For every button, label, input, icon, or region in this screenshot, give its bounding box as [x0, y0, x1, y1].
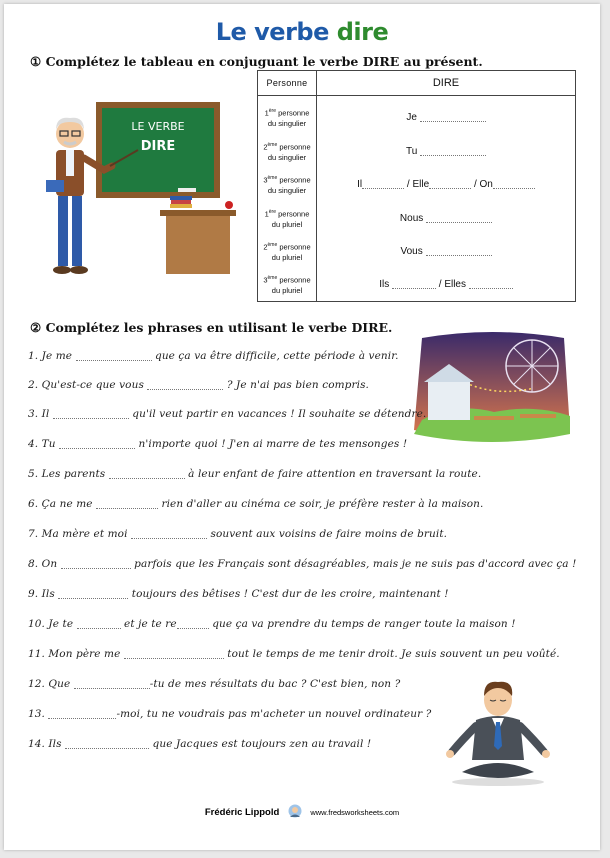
- answer-blank[interactable]: [65, 739, 149, 749]
- picnic-table-icon: [474, 416, 514, 420]
- sentence-item: 7. Ma mère et moi souvent aux voisins de faire moins de bruit.: [28, 528, 448, 540]
- section2-number: ②: [30, 320, 42, 335]
- desk-body: [166, 216, 230, 274]
- title-part2: dire: [336, 18, 389, 46]
- conjugation-answer[interactable]: Ils / Elles: [317, 278, 575, 290]
- answer-blank[interactable]: [392, 278, 436, 289]
- sentence-item: 4. Tu n'importe quoi ! J'en ai marre de tes mensonges !: [28, 438, 408, 450]
- teacher-leg: [72, 196, 82, 266]
- board-text-line2: DIRE: [140, 139, 176, 154]
- teacher-book-icon: [46, 180, 64, 192]
- man-arm: [452, 726, 476, 752]
- teacher-shirt: [66, 150, 74, 176]
- answer-blank[interactable]: [147, 380, 223, 390]
- desk-top: [160, 210, 236, 216]
- page-title: [4, 18, 600, 46]
- teacher-leg: [58, 196, 68, 266]
- conjugation-answer[interactable]: Nous: [317, 212, 575, 224]
- answer-blank[interactable]: [58, 589, 128, 599]
- table-row: [258, 101, 575, 135]
- answer-blank[interactable]: [124, 649, 224, 659]
- answer-blank[interactable]: [426, 245, 492, 256]
- answer-blank[interactable]: [420, 111, 486, 122]
- crossed-legs: [462, 763, 534, 778]
- answer-blank[interactable]: [177, 619, 209, 629]
- answer-blank[interactable]: [426, 212, 492, 223]
- man-arm: [520, 726, 544, 752]
- meditating-man-illustration: [440, 676, 556, 788]
- footer-website[interactable]: www.fredsworksheets.com: [310, 808, 400, 817]
- answer-blank[interactable]: [420, 145, 486, 156]
- table-header-dire: DIRE: [432, 77, 460, 89]
- worksheet-page: [4, 4, 600, 850]
- section2-instruction: [30, 320, 392, 335]
- table-row: [258, 202, 575, 236]
- answer-blank[interactable]: [109, 469, 185, 479]
- sentence-item: 10. Je te et je te re que ça va prendre du temps de ranger toute la maison !: [28, 618, 516, 630]
- conjugation-answer[interactable]: Tu: [317, 145, 575, 157]
- section2-text: Complétez les phrases en utilisant le verbe DIRE.: [45, 320, 393, 335]
- author-avatar-icon: [288, 804, 302, 818]
- answer-blank[interactable]: [362, 178, 404, 189]
- table-header-personne: Personne: [266, 78, 308, 88]
- conjugation-table: [257, 70, 576, 302]
- answer-blank[interactable]: [76, 351, 152, 361]
- answer-blank[interactable]: [77, 619, 121, 629]
- sentence-item: 6. Ça ne me rien d'aller au cinéma ce soir, je préfère rester à la maison.: [28, 498, 484, 510]
- answer-blank[interactable]: [59, 439, 135, 449]
- answer-blank[interactable]: [429, 178, 471, 189]
- person-label: 2ème personne du pluriel: [263, 242, 311, 262]
- conjugation-answer[interactable]: Il / Elle / On: [317, 178, 575, 190]
- table-row: [258, 135, 575, 169]
- ground-shadow: [452, 778, 544, 786]
- person-label: 2ème personne du singulier: [263, 142, 311, 162]
- person-label: 1ère personne du singulier: [264, 108, 310, 128]
- section1-instruction: [30, 54, 483, 69]
- sentence-item: 8. On parfois que les Français sont désagréables, mais je ne suis pas d'accord avec ça !: [28, 558, 577, 570]
- sentence-item: 2. Qu'est-ce que vous ? Je n'ai pas bien compris.: [28, 379, 369, 391]
- fairground-illustration: [414, 330, 570, 448]
- teacher-shoe: [53, 266, 71, 274]
- stall-tent: [428, 380, 470, 420]
- teacher-illustration: [42, 100, 250, 278]
- table-row: [258, 268, 575, 302]
- book-icon: [170, 196, 192, 200]
- answer-blank[interactable]: [131, 529, 207, 539]
- sentence-item: 14. Ils que Jacques est toujours zen au travail !: [28, 738, 372, 750]
- answer-blank[interactable]: [493, 178, 535, 189]
- book-icon: [171, 200, 191, 204]
- answer-blank[interactable]: [48, 709, 116, 719]
- sentence-item: 13. -moi, tu ne voudrais pas m'acheter un nouvel ordinateur ?: [28, 708, 432, 720]
- sentence-item: 3. Il qu'il veut partir en vacances ! Il souhaite se détendre.: [28, 408, 427, 420]
- man-hand: [446, 750, 454, 758]
- table-row: [258, 235, 575, 269]
- answer-blank[interactable]: [74, 679, 150, 689]
- sentence-item: 9. Ils toujours des bêtises ! C'est dur de les croire, maintenant !: [28, 588, 449, 600]
- title-part1: Le verbe: [215, 18, 329, 46]
- sentence-item: 12. Que -tu de mes résultats du bac ? C'est bien, non ?: [28, 678, 401, 690]
- book-icon: [170, 204, 192, 208]
- person-label: 3ème personne du singulier: [263, 175, 311, 195]
- picnic-table-icon: [520, 414, 556, 418]
- conjugation-answer[interactable]: Je: [317, 111, 575, 123]
- answer-blank[interactable]: [61, 559, 131, 569]
- sentence-item: 11. Mon père me tout le temps de me tenir droit. Je suis souvent un peu voûté.: [28, 648, 560, 660]
- conjugation-answer[interactable]: Vous: [317, 245, 575, 257]
- sentence-item: 1. Je me que ça va être difficile, cette période à venir.: [28, 350, 399, 362]
- footer: [4, 804, 600, 818]
- apple-icon: [225, 201, 233, 209]
- teacher-shoe: [70, 266, 88, 274]
- man-hand: [542, 750, 550, 758]
- section1-text: Complétez le tableau en conjuguant le verbe DIRE au présent.: [45, 54, 483, 69]
- chalk-icon: [178, 188, 196, 192]
- section1-number: ①: [30, 54, 42, 69]
- sentence-item: 5. Les parents à leur enfant de faire attention en traversant la route.: [28, 468, 482, 480]
- answer-blank[interactable]: [53, 409, 129, 419]
- answer-blank[interactable]: [96, 499, 158, 509]
- person-label: 3ème personne du pluriel: [263, 275, 311, 295]
- table-row: [258, 168, 575, 202]
- person-label: 1ère personne du pluriel: [264, 209, 310, 229]
- answer-blank[interactable]: [469, 278, 513, 289]
- board-text-line1: LE VERBE: [131, 120, 185, 133]
- footer-author: Frédéric Lippold: [204, 807, 280, 818]
